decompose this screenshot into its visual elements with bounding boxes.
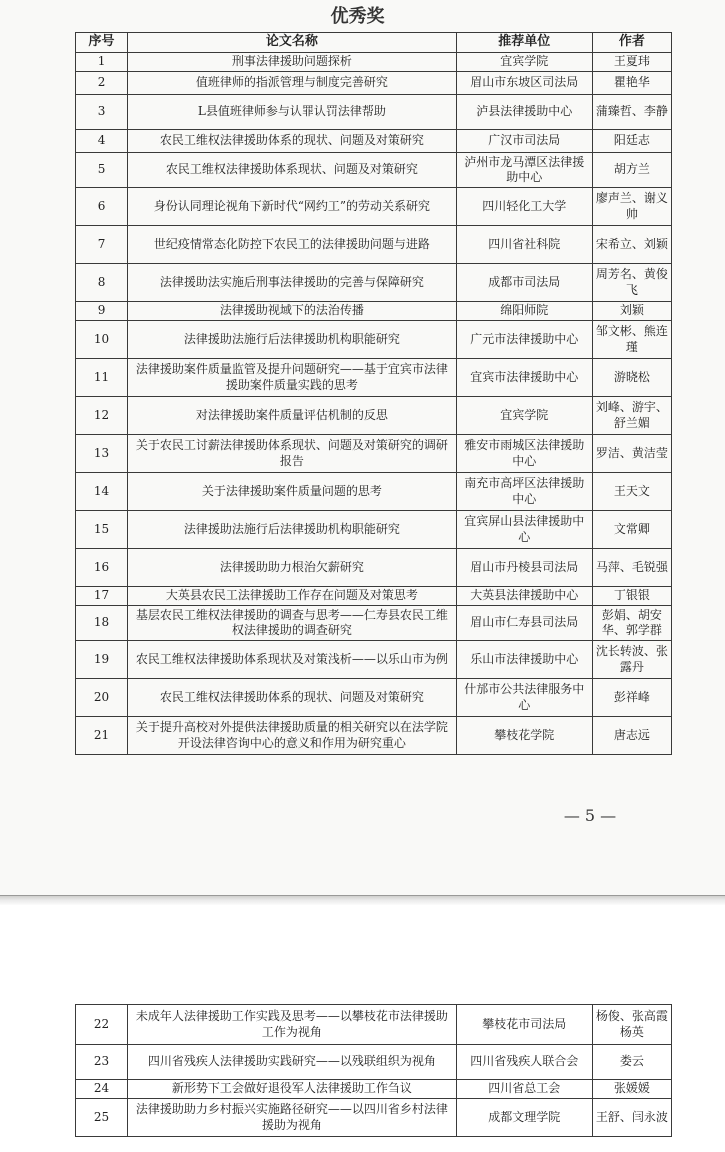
cell-unit: 广元市法律援助中心 [456,321,592,359]
cell-author: 马萍、毛锐强 [592,549,671,587]
cell-number: 24 [76,1080,128,1099]
table-row [76,397,672,435]
cell-number: 25 [76,1099,128,1137]
cell-title: 关于法律援助案件质量问题的思考 [128,473,457,511]
table-row [76,321,672,359]
cell-title: 基层农民工维权法律援助的调查与思考——仁寿县农民工维权法律援助的调查研究 [128,606,457,641]
cell-number: 8 [76,264,128,302]
cell-number: 9 [76,302,128,321]
cell-unit: 南充市高坪区法律援助中心 [456,473,592,511]
table-row [76,95,672,130]
cell-title: 法律援助案件质量监管及提升问题研究——基于宜宾市法律援助案件质量实践的思考 [128,359,457,397]
cell-author: 沈长转波、张露丹 [592,641,671,679]
cell-title: 身份认同理论视角下新时代“网约工”的劳动关系研究 [128,188,457,226]
cell-title: 关于农民工讨薪法律援助体系现状、问题及对策研究的调研报告 [128,435,457,473]
table-row [76,72,672,95]
cell-title: 四川省残疾人法律援助实践研究——以残联组织为视角 [128,1045,457,1080]
header-unit: 推荐单位 [456,33,592,53]
cell-title: 大英县农民工法律援助工作存在问题及对策思考 [128,587,457,606]
cell-title: 法律援助视域下的法治传播 [128,302,457,321]
header-number: 序号 [76,33,128,53]
table-row [76,1080,672,1099]
table-row [76,641,672,679]
cell-author: 娄云 [592,1045,671,1080]
cell-author: 廖声兰、谢义帅 [592,188,671,226]
cell-number: 12 [76,397,128,435]
cell-author: 宋希立、刘颖 [592,226,671,264]
cell-number: 1 [76,53,128,72]
table-row [76,1099,672,1137]
cell-title: 新形势下工会做好退役军人法律援助工作刍议 [128,1080,457,1099]
table-row [76,606,672,641]
table-row [76,226,672,264]
table-row [76,188,672,226]
cell-title: 法律援助法实施后刑事法律援助的完善与保障研究 [128,264,457,302]
cell-author: 刘颖 [592,302,671,321]
table-row [76,53,672,72]
cell-author: 唐志远 [592,717,671,755]
table-row [76,587,672,606]
cell-title: 未成年人法律援助工作实践及思考——以攀枝花市法律援助工作为视角 [128,1005,457,1045]
cell-author: 罗洁、黄洁莹 [592,435,671,473]
table-row [76,473,672,511]
table-row [76,679,672,717]
cell-number: 20 [76,679,128,717]
table-row [76,302,672,321]
table-row [76,549,672,587]
cell-author: 彭娟、胡安华、郭学群 [592,606,671,641]
table-row [76,264,672,302]
cell-number: 17 [76,587,128,606]
cell-unit: 乐山市法律援助中心 [456,641,592,679]
cell-number: 7 [76,226,128,264]
cell-author: 王天文 [592,473,671,511]
cell-unit: 成都文理学院 [456,1099,592,1137]
cell-title: 农民工维权法律援助体系现状及对策浅析——以乐山市为例 [128,641,457,679]
cell-title: 农民工维权法律援助体系的现状、问题及对策研究 [128,679,457,717]
cell-title: 关于提升高校对外提供法律援助质量的相关研究以在法学院开设法律咨询中心的意义和作用为研究重心 [128,717,457,755]
cell-number: 4 [76,130,128,153]
cell-author: 游晓松 [592,359,671,397]
cell-author: 胡方兰 [592,153,671,188]
cell-unit: 攀枝花市司法局 [456,1005,592,1045]
cell-number: 3 [76,95,128,130]
award-table [75,32,672,755]
cell-unit: 眉山市仁寿县司法局 [456,606,592,641]
cell-number: 22 [76,1005,128,1045]
table-row [76,153,672,188]
cell-unit: 四川省社科院 [456,226,592,264]
cell-unit: 四川省残疾人联合会 [456,1045,592,1080]
cell-number: 2 [76,72,128,95]
cell-unit: 眉山市丹棱县司法局 [456,549,592,587]
cell-title: L县值班律师参与认罪认罚法律帮助 [128,95,457,130]
cell-unit: 成都市司法局 [456,264,592,302]
cell-unit: 宜宾学院 [456,53,592,72]
cell-author: 张媛媛 [592,1080,671,1099]
cell-unit: 眉山市东坡区司法局 [456,72,592,95]
section-title: 优秀奖 [330,6,385,27]
cell-number: 21 [76,717,128,755]
cell-author: 阳廷志 [592,130,671,153]
award-table-continued [75,1004,672,1137]
table-header-row [76,33,672,53]
cell-number: 19 [76,641,128,679]
cell-author: 刘峰、游宇、舒兰媚 [592,397,671,435]
cell-unit: 宜宾学院 [456,397,592,435]
cell-unit: 四川轻化工大学 [456,188,592,226]
cell-unit: 攀枝花学院 [456,717,592,755]
table-row [76,1005,672,1045]
cell-number: 11 [76,359,128,397]
cell-unit: 宜宾屏山县法律援助中心 [456,511,592,549]
cell-unit: 绵阳师院 [456,302,592,321]
cell-author: 丁银银 [592,587,671,606]
cell-unit: 广汉市司法局 [456,130,592,153]
cell-unit: 泸州市龙马潭区法律援助中心 [456,153,592,188]
cell-title: 法律援助助力乡村振兴实施路径研究——以四川省乡村法律援助为视角 [128,1099,457,1137]
cell-author: 周芳名、黄俊飞 [592,264,671,302]
cell-number: 23 [76,1045,128,1080]
cell-number: 18 [76,606,128,641]
cell-author: 邹文彬、熊连瑾 [592,321,671,359]
header-title: 论文名称 [128,33,457,53]
cell-title: 对法律援助案件质量评估机制的反思 [128,397,457,435]
cell-author: 王舒、闫永波 [592,1099,671,1137]
cell-author: 王夏玮 [592,53,671,72]
cell-author: 杨俊、张高霞 杨英 [592,1005,671,1045]
cell-author: 文常卿 [592,511,671,549]
header-author: 作者 [592,33,671,53]
cell-number: 5 [76,153,128,188]
cell-title: 农民工维权法律援助体系的现状、问题及对策研究 [128,130,457,153]
cell-number: 14 [76,473,128,511]
cell-number: 15 [76,511,128,549]
cell-number: 10 [76,321,128,359]
cell-unit: 什邡市公共法律服务中心 [456,679,592,717]
cell-unit: 大英县法律援助中心 [456,587,592,606]
cell-author: 彭祥峰 [592,679,671,717]
cell-title: 法律援助法施行后法律援助机构职能研究 [128,511,457,549]
cell-number: 13 [76,435,128,473]
cell-number: 16 [76,549,128,587]
cell-author: 蒲臻哲、李静 [592,95,671,130]
cell-unit: 四川省总工会 [456,1080,592,1099]
cell-title: 世纪疫情常态化防控下农民工的法律援助问题与进路 [128,226,457,264]
cell-author: 瞿艳华 [592,72,671,95]
table-row [76,1045,672,1080]
cell-title: 法律援助法施行后法律援助机构职能研究 [128,321,457,359]
table-row [76,511,672,549]
cell-title: 刑事法律援助问题探析 [128,53,457,72]
table-row [76,717,672,755]
cell-unit: 泸县法律援助中心 [456,95,592,130]
cell-title: 法律援助助力根治欠薪研究 [128,549,457,587]
table-row [76,435,672,473]
table-row [76,359,672,397]
cell-unit: 宜宾市法律援助中心 [456,359,592,397]
cell-title: 值班律师的指派管理与制度完善研究 [128,72,457,95]
table-row [76,130,672,153]
cell-title: 农民工维权法律援助体系现状、问题及对策研究 [128,153,457,188]
cell-unit: 雅安市雨城区法律援助中心 [456,435,592,473]
page-number: — 5 — [563,806,617,825]
cell-number: 6 [76,188,128,226]
